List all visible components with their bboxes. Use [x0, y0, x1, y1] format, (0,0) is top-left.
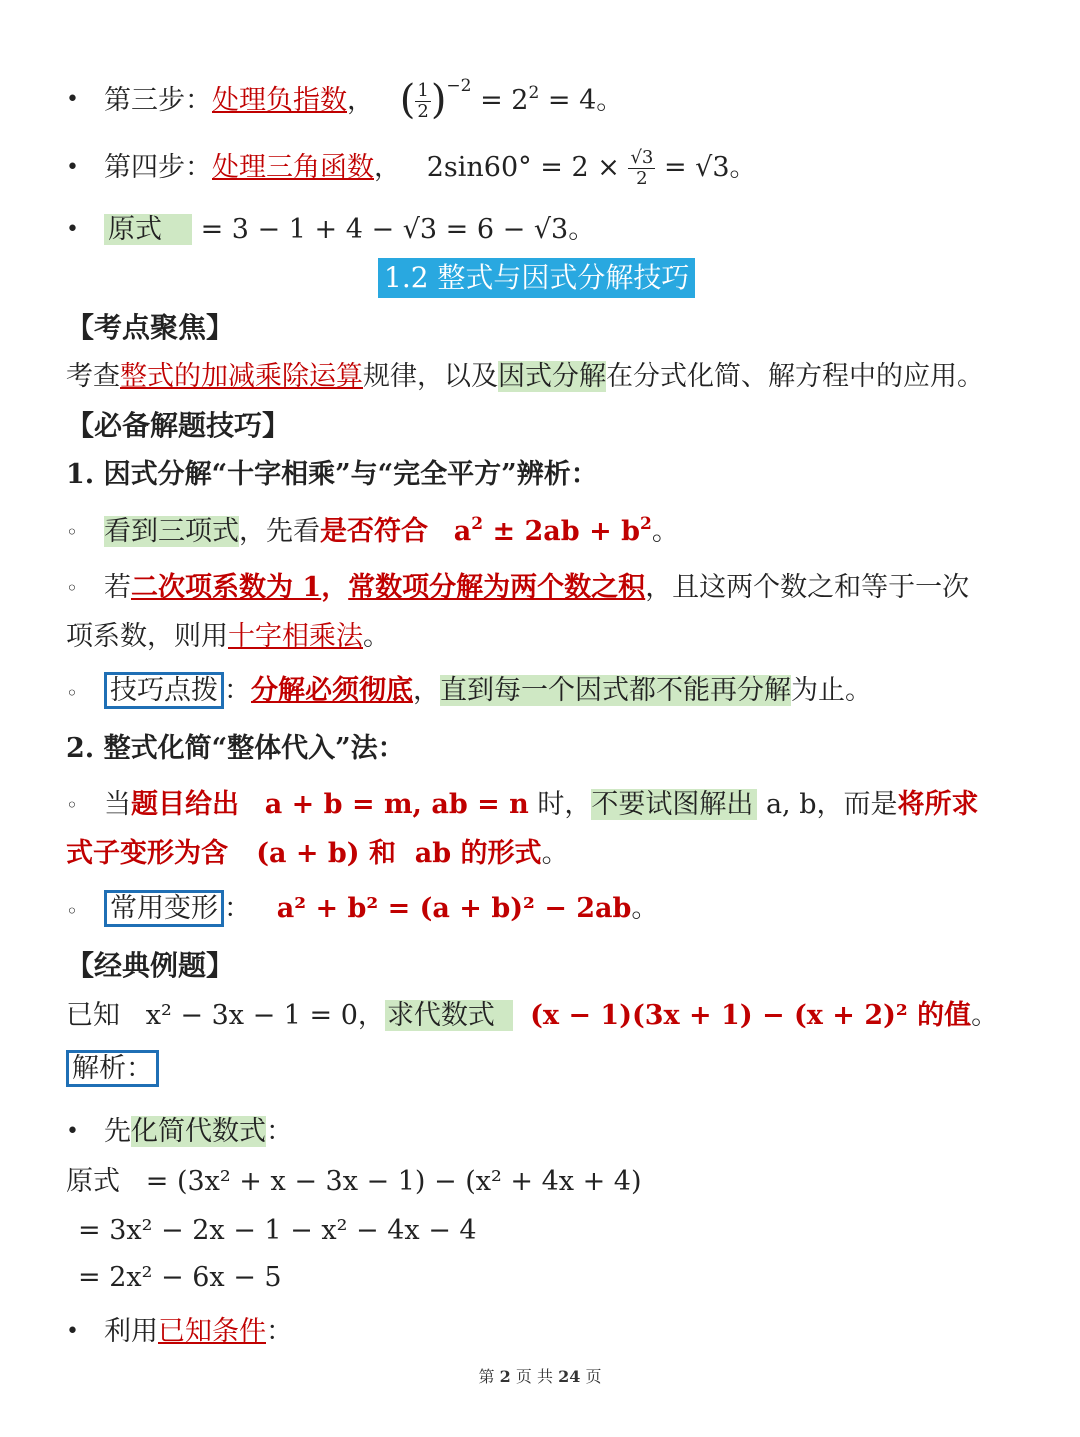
skills-d-vars: a, b [765, 789, 817, 820]
footer-p1: 第 [478, 1367, 495, 1386]
skills-b-sep: ， [321, 572, 349, 603]
frac-den: 2 [417, 101, 429, 122]
circle-bullet-icon: ◦ [66, 793, 78, 817]
example-question [66, 996, 998, 1036]
example-s1-end: ： [266, 1116, 293, 1147]
skills-a-end: 。 [651, 516, 679, 547]
example-line1 [66, 1162, 642, 1202]
step3-rhs2: = 4。 [539, 85, 624, 116]
focus-p2: 规律，以及 [363, 361, 498, 392]
step3-exponent: −2 [446, 76, 472, 96]
footer-total-pages: 24 [558, 1367, 581, 1386]
frac-den: 2 [636, 168, 648, 189]
skills-heading: 【必备解题技巧】 [66, 409, 291, 442]
analysis-box: 解析： [66, 1050, 159, 1087]
step3-rhs-exp: 2 [528, 83, 540, 103]
example-s2-end: ： [266, 1316, 293, 1347]
example-s1-pre: 先 [104, 1116, 131, 1147]
analysis-line [66, 1049, 159, 1089]
bullet-icon: • [66, 1119, 79, 1144]
skills-b-pre: 若 [104, 572, 131, 603]
step4-sep: ， [374, 152, 401, 183]
skills-b-line2 [66, 617, 390, 657]
footer-p2: 页 共 [515, 1367, 553, 1386]
step3-rhs1: = 2 [471, 85, 529, 116]
skills-d-formula: a + b = m, ab = n [264, 789, 529, 820]
skills-b-end: 。 [363, 621, 390, 652]
skills-d-red2: 将所求 [897, 789, 979, 820]
skills-e-colon: ： [224, 893, 251, 924]
skills-c-sep: ， [413, 675, 440, 706]
skills-d-line2-f2: ab [414, 838, 452, 869]
circle-bullet-icon: ◦ [66, 681, 78, 705]
skills-d-highlight: 不要试图解出 [591, 789, 757, 820]
formula-part: a [453, 516, 472, 547]
bullet-icon: • [66, 217, 79, 242]
focus-p1: 考查 [66, 361, 120, 392]
skills-e-line [104, 889, 658, 929]
example-s1-highlight: 化简代数式 [131, 1116, 266, 1147]
skills-a-highlight: 看到三项式 [104, 516, 239, 547]
step3-fraction [415, 81, 430, 122]
bullet-icon: • [66, 1319, 79, 1344]
paren-close-icon: ) [430, 77, 447, 123]
example-q-highlight: 求代数式 [385, 1000, 513, 1031]
skills-e-formula: a² + b² = (a + b)² − 2ab [276, 893, 632, 924]
footer-p3: 页 [585, 1367, 602, 1386]
example-q-period: 。 [971, 1000, 999, 1031]
step4-label: 第四步： [104, 152, 212, 183]
skills-b-red1: 二次项系数为 1 [131, 572, 322, 603]
result-label: 原式 [104, 214, 192, 245]
skills-item2-title: 2. 整式化简“整体代入”法： [66, 733, 405, 764]
example-q-pre: 已知 [66, 1000, 120, 1031]
skills-d-line1 [104, 785, 979, 825]
step3-label: 第三步： [104, 85, 212, 116]
skills-b-line2-text: 项系数，则用 [66, 621, 228, 652]
skills-c-colon: ： [224, 675, 251, 706]
example-line2: = 3x² − 2x − 1 − x² − 4x − 4 [78, 1215, 477, 1246]
skills-d-line2-f1: (a + b) [256, 838, 360, 869]
step4-line [104, 148, 757, 189]
skills-b-line1 [104, 568, 969, 608]
skills-d-line2-end: 的形式 [451, 838, 542, 869]
step4-highlight: 处理三角函数 [212, 152, 374, 183]
skills-item1-title: 1. 因式分解“十字相乘”与“完全平方”辨析： [66, 459, 598, 490]
skills-c-end: 为止。 [791, 675, 872, 706]
skills-e-box: 常用变形 [104, 890, 224, 927]
step4-rhs: = √3。 [655, 152, 757, 183]
example-s2-pre: 利用 [104, 1316, 158, 1347]
circle-bullet-icon: ◦ [66, 576, 78, 600]
skills-d-mid: 时， [528, 789, 592, 820]
step3-sep: ， [347, 85, 374, 116]
paren-open-icon: ( [399, 77, 416, 123]
exp-2: 2 [471, 514, 484, 534]
circle-bullet-icon: ◦ [66, 520, 78, 544]
step4-fraction [628, 148, 655, 189]
result-expr: = 3 − 1 + 4 − √3 = 6 − √3。 [200, 214, 596, 245]
example-q-expr: (x − 1)(3x + 1) − (x + 2)² [530, 1000, 908, 1031]
focus-paragraph [66, 357, 984, 397]
skills-d-mid2: ，而是 [816, 789, 898, 820]
example-q-cond: x² − 3x − 1 = 0， [145, 1000, 385, 1031]
skills-d-pre: 当 [104, 789, 131, 820]
skills-b-red3: 十字相乘法 [228, 621, 363, 652]
skills-c-box: 技巧点拨 [104, 672, 224, 709]
skills-a-red: 是否符合 [320, 516, 428, 547]
skills-c-highlight: 直到每一个因式都不能再分解 [440, 675, 791, 706]
skills-a-line [104, 512, 679, 552]
example-heading: 【经典例题】 [66, 949, 235, 982]
example-line3: = 2x² − 6x − 5 [78, 1262, 282, 1293]
focus-red: 整式的加减乘除运算 [120, 361, 363, 392]
skills-c-red: 分解必须彻底 [251, 675, 413, 706]
skills-d-period: 。 [541, 838, 569, 869]
focus-p3: 在分式化简、解方程中的应用。 [606, 361, 984, 392]
step3-highlight: 处理负指数 [212, 85, 347, 116]
example-step2 [104, 1312, 293, 1352]
footer-page-number: 2 [499, 1367, 511, 1386]
frac-num: 1 [417, 80, 429, 101]
frac-num: √3 [630, 147, 654, 168]
skills-e-end: 。 [631, 893, 659, 924]
formula-part: ± 2ab + b [483, 516, 640, 547]
skills-d-line2-and: 和 [359, 838, 406, 869]
skills-d-line2-red: 式子变形为含 [66, 838, 228, 869]
skills-b-mid: ，且这两个数之和等于一次 [645, 572, 970, 603]
page-footer [0, 1364, 1080, 1387]
skills-c-line [104, 671, 872, 711]
example-step1 [104, 1112, 293, 1152]
skills-a-mid: ，先看 [239, 516, 320, 547]
section-title: 1.2 整式与因式分解技巧 [378, 258, 695, 298]
circle-bullet-icon: ◦ [66, 899, 78, 923]
skills-d-line2 [66, 834, 569, 874]
example-q-end: 的值 [907, 1000, 972, 1031]
focus-heading: 【考点聚焦】 [66, 311, 235, 344]
skills-a-formula [454, 516, 652, 547]
result-line [104, 210, 595, 250]
step3-line [104, 76, 624, 123]
exp-2: 2 [639, 514, 652, 534]
bullet-icon: • [66, 87, 79, 112]
example-l1: = (3x² + x − 3x − 1) − (x² + 4x + 4) [145, 1166, 642, 1197]
step4-expr: 2sin60° = 2 × [426, 152, 620, 183]
skills-d-red: 题目给出 [131, 789, 239, 820]
focus-highlight: 因式分解 [498, 361, 606, 392]
bullet-icon: • [66, 155, 79, 180]
example-s2-red: 已知条件 [158, 1316, 266, 1347]
skills-b-red2: 常数项分解为两个数之积 [348, 572, 646, 603]
example-l1-label: 原式 [66, 1166, 120, 1197]
